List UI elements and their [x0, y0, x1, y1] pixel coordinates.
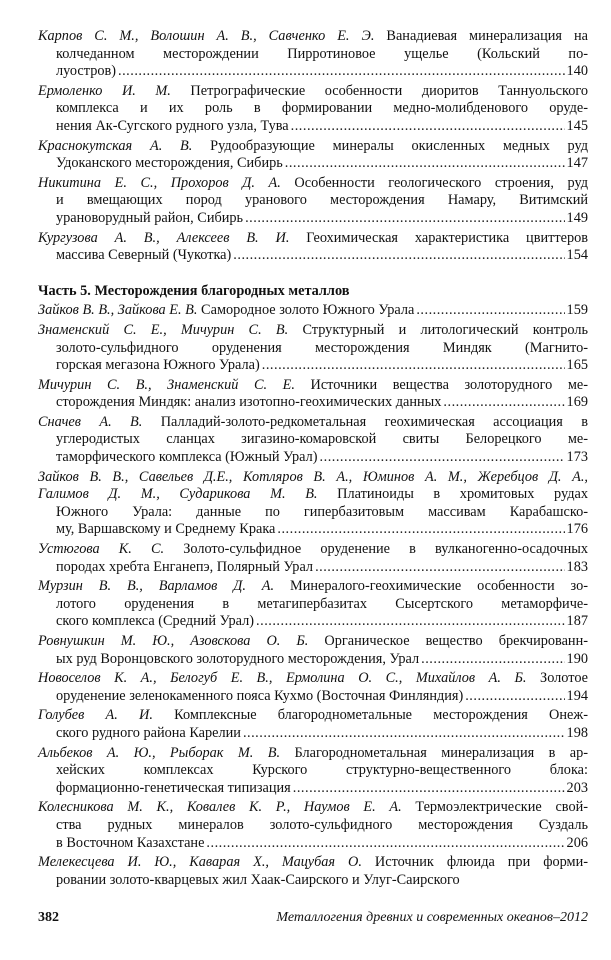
- toc-authors: Карпов С. М., Волошин А. В., Савченко Е. Э.: [38, 28, 375, 44]
- toc-entry-line: [38, 725, 588, 743]
- toc-authors: Устюгова К. С.: [38, 541, 165, 558]
- toc-authors: Новоселов К. А., Белогуб Е. В., Ермолина О. С., Михайлов А. Б.: [38, 670, 527, 687]
- toc-entry-text: [38, 541, 588, 557]
- toc-entry-text: [56, 872, 460, 890]
- toc-page-number: 169: [566, 394, 588, 411]
- toc-page-number: 187: [566, 613, 588, 630]
- toc-entry-line: [38, 63, 588, 81]
- toc-entry-line: [38, 817, 588, 835]
- toc-entry-line: [38, 394, 588, 412]
- toc-entry-line: [38, 688, 588, 706]
- toc-entry-text: [38, 486, 588, 502]
- toc-title-text: Благороднометальная минерализация в ар-: [280, 744, 588, 761]
- toc-title-text: Источники вещества золоторудного ме-: [294, 376, 588, 393]
- toc-title-text: массива Северный (Чукотка): [56, 247, 232, 264]
- dot-leader: [118, 63, 565, 81]
- toc-authors: Сначев А. В.: [38, 413, 143, 430]
- toc-page-number: 165: [566, 357, 588, 374]
- toc-authors: Галимов Д. М., Сударикова М. В.: [38, 486, 318, 503]
- toc-title-text: Структурный и литологический контроль: [288, 321, 588, 338]
- toc-page-number: 140: [566, 63, 588, 80]
- toc-authors: Знаменский С. Е., Мичурин С. В.: [38, 321, 289, 338]
- toc-title-text: ровании золото-кварцевых жил Хаак-Саирского и Улуг-Саирского: [56, 871, 460, 888]
- toc-authors: Зайков В. В., Савельев Д.Е., Котляров В. А., Юминов А. М., Жеребцов Д. А.,: [38, 468, 588, 485]
- toc-entry-text: [56, 247, 231, 265]
- toc-authors: Зайков В. В., Зайкова Е. В.: [38, 302, 198, 319]
- toc-title-text: Удоканского месторождения, Сибирь: [56, 155, 283, 172]
- toc-title-text: Золото-сульфидное оруденение в вулканогенно-осадочных: [164, 541, 588, 558]
- toc-authors: Голубев А. И.: [38, 707, 153, 724]
- toc-entry-line: [38, 799, 588, 817]
- toc-title-text: Органическое вещество брекчированн-: [308, 633, 588, 649]
- toc-entry: [38, 854, 588, 889]
- toc-entry-line: [38, 745, 588, 763]
- toc-entry-text: [56, 780, 291, 798]
- toc-title-text: породах хребта Енганепэ, Полярный Урал: [56, 558, 314, 575]
- toc-entry: [38, 745, 588, 798]
- toc-page-number: 159: [566, 302, 588, 319]
- toc-title-text: Петрографические особенности диоритов Таннуольского: [170, 82, 588, 99]
- toc-entry-text: [56, 357, 260, 375]
- toc-page-number: 147: [566, 155, 588, 172]
- toc-entry-line: [38, 431, 588, 449]
- toc-title-text: ства рудных минералов золото-сульфидного месторождения Суздаль: [56, 816, 588, 833]
- section-title: Часть 5. Месторождения благородных металлов: [38, 282, 350, 299]
- dot-leader: [293, 780, 565, 798]
- toc-entry-line: [38, 872, 588, 890]
- toc-entry-text: [56, 559, 313, 577]
- toc-entry-line: [38, 83, 588, 101]
- toc-entry-line: [38, 835, 588, 853]
- toc-authors: Ермоленко И. М.: [38, 82, 171, 99]
- toc-entry-text: [56, 504, 588, 520]
- toc-entry-text: [56, 449, 318, 467]
- toc-entry-text: [38, 633, 588, 649]
- toc-entry-text: [38, 414, 588, 430]
- table-of-contents: [38, 28, 588, 891]
- dot-leader: [465, 688, 564, 706]
- toc-entry: [38, 230, 588, 265]
- toc-authors: Мурзин В. В., Варламов Д. А.: [38, 578, 275, 595]
- toc-title-text: му, Варшавскому и Среднему Крака: [56, 521, 276, 538]
- toc-title-text: таморфического комплекса (Южный Урал): [56, 449, 318, 466]
- toc-entry-line: [38, 302, 588, 320]
- toc-entry-line: [38, 559, 588, 577]
- toc-page-number: 198: [566, 724, 588, 741]
- dot-leader: [416, 302, 564, 320]
- toc-entry-text: [56, 688, 463, 706]
- toc-entry-line: [38, 613, 588, 631]
- toc-entry-text: [56, 46, 588, 62]
- toc-title-text: формационно-генетическая типизация: [56, 779, 291, 796]
- toc-page-number: 176: [566, 521, 588, 538]
- toc-title-text: лотого оруденения в метагипербазитах Сысертского метаморфиче-: [56, 595, 588, 612]
- toc-title-text: урановорудный район, Сибирь: [56, 209, 244, 226]
- toc-authors: Колесникова М. К., Ковалев К. Р., Наумов Е. А.: [38, 799, 402, 816]
- toc-title-text: ского комплекса (Средний Урал): [56, 613, 255, 630]
- toc-title-text: луостров): [56, 63, 117, 80]
- dot-leader: [206, 835, 564, 853]
- toc-title-text: Минералого-геохимические особенности зо-: [274, 578, 588, 595]
- dot-leader: [256, 613, 565, 631]
- toc-entry-text: [56, 155, 283, 173]
- toc-entry-text: [38, 707, 588, 723]
- toc-entry-line: [38, 175, 588, 193]
- toc-entry-text: [56, 394, 441, 412]
- toc-entry-text: [56, 118, 289, 136]
- toc-title-text: углеродистых сланцах зигазино-комаровской свиты Белорецкого ме-: [56, 431, 588, 448]
- toc-entry: [38, 633, 588, 668]
- toc-section-bottom: [38, 302, 588, 889]
- toc-entry-text: [56, 762, 588, 778]
- toc-entry-line: [38, 486, 588, 504]
- toc-entry-text: [38, 670, 588, 686]
- toc-entry-text: [38, 377, 588, 393]
- toc-title-text: Источник флюида при форми-: [361, 854, 588, 871]
- toc-entry: [38, 469, 588, 539]
- toc-entry-line: [38, 192, 588, 210]
- toc-entry-text: [38, 799, 588, 815]
- toc-title-text: комплекса и их роль в формировании медно-молибденового оруде-: [56, 100, 588, 117]
- toc-entry: [38, 28, 588, 81]
- toc-title-text: ского рудного района Карелии: [56, 724, 241, 741]
- toc-authors: Мичурин С. В., Знаменский С. Е.: [38, 376, 295, 393]
- toc-title-text: Геохимическая характеристика цвиттеров: [289, 229, 588, 246]
- toc-entry-text: [56, 596, 588, 612]
- toc-entry-line: [38, 377, 588, 395]
- toc-authors: Кургузова А. В., Алексеев В. И.: [38, 229, 290, 246]
- toc-entry-line: [38, 230, 588, 248]
- toc-authors: Альбеков А. Ю., Рыборак М. В.: [38, 744, 281, 761]
- toc-page-number: 203: [566, 779, 588, 796]
- toc-entry-line: [38, 633, 588, 651]
- toc-entry-text: [38, 745, 588, 761]
- toc-entry-text: [56, 192, 588, 208]
- toc-entry-line: [38, 118, 588, 136]
- toc-authors: Краснокутская А. В.: [38, 137, 193, 154]
- toc-entry-line: [38, 155, 588, 173]
- toc-entry-text: [56, 100, 588, 116]
- toc-entry-line: [38, 762, 588, 780]
- toc-entry-text: [38, 854, 588, 870]
- dot-leader: [233, 247, 564, 265]
- toc-entry-text: [56, 431, 588, 447]
- toc-entry-text: [56, 63, 116, 81]
- toc-title-text: Комплексные благороднометальные месторождения Онеж-: [152, 707, 588, 724]
- dot-leader: [291, 118, 565, 136]
- toc-title-text: горская мегазона Южного Урала): [56, 357, 260, 374]
- toc-page-number: 183: [566, 558, 588, 575]
- toc-entry-line: [38, 449, 588, 467]
- toc-title-text: Термоэлектрические свой-: [401, 799, 589, 816]
- toc-title-text: ых руд Воронцовского золоторудного месторождения, Урал: [56, 650, 420, 667]
- toc-entry-text: [38, 302, 414, 320]
- toc-entry: [38, 578, 588, 631]
- toc-title-text: Самородное золото Южного Урала: [197, 302, 415, 319]
- toc-entry: [38, 541, 588, 576]
- toc-entry: [38, 670, 588, 705]
- toc-title-text: сторождения Миндяк: анализ изотопно-геохимических данных: [56, 394, 442, 411]
- toc-entry-text: [56, 521, 275, 539]
- toc-page-number: 154: [566, 247, 588, 264]
- toc-title-text: Ванадиевая минерализация на: [374, 28, 588, 44]
- toc-entry-line: [38, 670, 588, 688]
- toc-entry-text: [38, 322, 588, 338]
- dot-leader: [285, 155, 565, 173]
- toc-title-text: Платиноиды в хромитовых рудах: [317, 486, 588, 503]
- dot-leader: [315, 559, 564, 577]
- toc-entry-text: [56, 340, 588, 356]
- toc-entry-line: [38, 521, 588, 539]
- dot-leader: [421, 651, 564, 669]
- toc-entry: [38, 707, 588, 742]
- toc-entry-text: [38, 28, 588, 44]
- toc-entry-text: [56, 651, 419, 669]
- toc-entry: [38, 175, 588, 228]
- toc-entry-line: [38, 780, 588, 798]
- toc-entry-text: [38, 578, 588, 594]
- toc-entry-line: [38, 854, 588, 872]
- toc-entry-text: [56, 210, 243, 228]
- toc-entry: [38, 414, 588, 467]
- toc-entry: [38, 302, 588, 320]
- toc-entry-text: [56, 835, 204, 853]
- toc-page-number: 194: [566, 687, 588, 704]
- toc-authors: Ровнушкин М. Ю., Азовскова О. Б.: [38, 633, 309, 649]
- toc-entry-line: [38, 46, 588, 64]
- toc-page-number: 149: [566, 209, 588, 226]
- toc-entry-line: [38, 596, 588, 614]
- toc-page-number: 145: [566, 117, 588, 134]
- toc-section-top: [38, 28, 588, 265]
- toc-entry-text: [38, 175, 588, 191]
- toc-page-number: 190: [566, 650, 588, 667]
- toc-page-number: 173: [566, 449, 588, 466]
- toc-entry-line: [38, 247, 588, 265]
- toc-entry: [38, 799, 588, 852]
- toc-entry-line: [38, 138, 588, 156]
- toc-entry-line: [38, 541, 588, 559]
- toc-entry-text: [56, 817, 588, 833]
- toc-title-text: хейских комплексах Курского структурно-вещественного блока:: [56, 762, 588, 779]
- toc-entry-text: [38, 138, 588, 154]
- dot-leader: [262, 357, 565, 375]
- toc-title-text: Рудообразующие минералы окисленных медных руд: [192, 137, 588, 154]
- dot-leader: [320, 449, 565, 467]
- journal-title: Металлогения древних и современных океанов–2012: [276, 910, 588, 925]
- toc-entry-line: [38, 210, 588, 228]
- toc-title-text: Особенности геологического строения, руд: [280, 174, 588, 191]
- toc-entry-line: [38, 357, 588, 375]
- toc-entry-text: [56, 613, 254, 631]
- page-number: 382: [38, 910, 59, 925]
- toc-entry: [38, 322, 588, 375]
- dot-leader: [443, 394, 564, 412]
- toc-entry: [38, 138, 588, 173]
- toc-entry: [38, 377, 588, 412]
- toc-title-text: нения Ак-Сугского рудного узла, Тува: [56, 117, 289, 134]
- toc-title-text: Золотое: [526, 670, 588, 687]
- toc-entry: [38, 83, 588, 136]
- toc-entry-line: [38, 340, 588, 358]
- toc-entry-line: [38, 414, 588, 432]
- dot-leader: [245, 210, 564, 228]
- toc-entry-line: [38, 504, 588, 522]
- dot-leader: [277, 521, 564, 539]
- toc-entry-text: [38, 230, 588, 246]
- toc-entry-text: [38, 469, 588, 485]
- toc-title-text: в Восточном Казахстане: [56, 834, 205, 851]
- toc-entry-text: [38, 83, 588, 99]
- toc-entry-line: [38, 707, 588, 725]
- toc-title-text: золото-сульфидного оруденения месторождения Миндяк (Магнито-: [56, 339, 588, 356]
- toc-entry-text: [56, 725, 241, 743]
- toc-title-text: колчеданном месторождении Пирротиновое ущелье (Кольский по-: [56, 45, 588, 62]
- toc-entry-line: [38, 578, 588, 596]
- toc-title-text: Южного Урала: данные по гипербазитовым массивам Карабашско-: [56, 503, 588, 520]
- toc-authors: Никитина Е. С., Прохоров Д. А.: [38, 174, 281, 191]
- toc-entry-line: [38, 28, 588, 46]
- toc-entry-line: [38, 100, 588, 118]
- toc-entry-line: [38, 469, 588, 487]
- toc-title-text: и вмещающих пород уранового месторождения Намару, Витимский: [56, 192, 588, 209]
- toc-title-text: оруденение зеленокаменного пояса Кухмо (Восточная Финляндия): [56, 687, 464, 704]
- toc-title-text: Палладий-золото-редкометальная геохимическая ассоциация в: [142, 413, 588, 430]
- toc-entry-line: [38, 322, 588, 340]
- toc-authors: Мелекесцева И. Ю., Каварая Х., Мацубая О.: [38, 854, 362, 871]
- toc-page-number: 206: [566, 834, 588, 851]
- dot-leader: [243, 725, 565, 743]
- toc-entry-line: [38, 651, 588, 669]
